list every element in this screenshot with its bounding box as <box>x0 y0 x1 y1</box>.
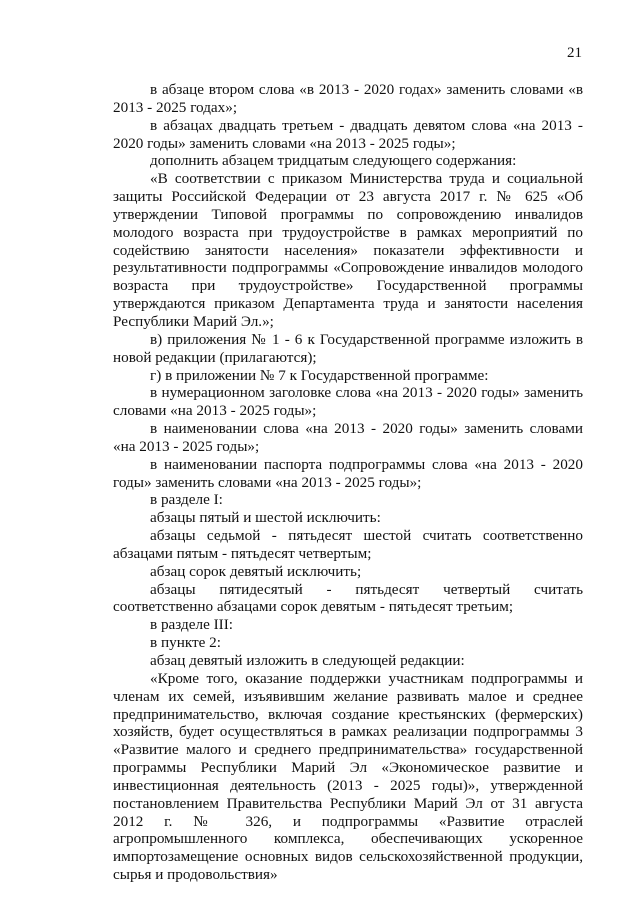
paragraph: абзацы пятый и шестой исключить: <box>150 509 381 527</box>
paragraph: «В соответствии с приказом Министерства труда и социальной защиты Российской Федерации от 23 августа 2017 г. № 625 «Об утверждении Типовой программы по сопровождению инвалидов молодого возраста при трудоустройстве в рамках мероприятий по содействию занятости населения» показатели эффективности и результативности подпрограммы «Сопровождение инвалидов молодого возраста при трудоустройстве» Государственной программы утверждаются приказом Департамента труда и занятости населения Республики Марий Эл.»; <box>113 170 583 330</box>
paragraph: в пункте 2: <box>150 634 221 652</box>
paragraph: в) приложения № 1 - 6 к Государственной программе изложить в новой редакции (прилагаются); <box>113 330 583 366</box>
paragraph: в разделе I: <box>150 491 223 509</box>
paragraph: «Кроме того, оказание поддержки участникам подпрограммы и членам их семей, изъявившим желание развивать малое и среднее предпринимательство, включая создание крестьянских (фермерских) хозяйств, будет осуществляться в рамках реализации подпрограммы 3 «Развитие малого и среднего предпринимательства» государственной программы Республики Марий Эл «Экономическое развитие и инвестиционная деятельность (2013 - 2025 годы)», утвержденной постановлением Правительства Республики Марий Эл от 31 августа 2012 г. № 326, и подпрограммы «Развитие отраслей агропромышленного комплекса, обеспечивающих ускоренное импортозамещение основных видов сельскохозяйственной продукции, сырья и продовольствия» <box>113 669 583 884</box>
paragraph: абзац девятый изложить в следующей редакции: <box>150 652 465 669</box>
paragraph: г) в приложении № 7 к Государственной программе: <box>150 366 489 384</box>
paragraph: в абзаце втором слова «в 2013 - 2020 годах» заменить словами «в 2013 - 2025 годах»; <box>113 81 583 116</box>
paragraph: в абзацах двадцать третьем - двадцать девятом слова «на 2013 - 2020 годы» заменить словами «на 2013 - 2025 годы»; <box>113 116 583 152</box>
document-body <box>113 81 583 884</box>
paragraph: в разделе III: <box>150 616 234 634</box>
paragraph: в наименовании паспорта подпрограммы слова «на 2013 - 2020 годы» заменить словами «на 2013 - 2025 годы»; <box>113 455 583 491</box>
page-number: 21 <box>567 45 582 61</box>
paragraph: в наименовании слова «на 2013 - 2020 годы» заменить словами «на 2013 - 2025 годы»; <box>113 420 583 455</box>
paragraph: абзацы седьмой - пятьдесят шестой считать соответственно абзацами пятым - пятьдесят четвертым; <box>113 527 583 562</box>
paragraph: в нумерационном заголовке слова «на 2013 - 2020 годы» заменить словами «на 2013 - 2025 годы»; <box>113 384 583 420</box>
paragraph: абзац сорок девятый исключить; <box>150 562 362 580</box>
paragraph: дополнить абзацем тридцатым следующего содержания: <box>150 152 517 170</box>
paragraph: абзацы пятидесятый - пятьдесят четвертый считать соответственно абзацами сорок девятым - пятьдесят третьим; <box>113 580 583 616</box>
